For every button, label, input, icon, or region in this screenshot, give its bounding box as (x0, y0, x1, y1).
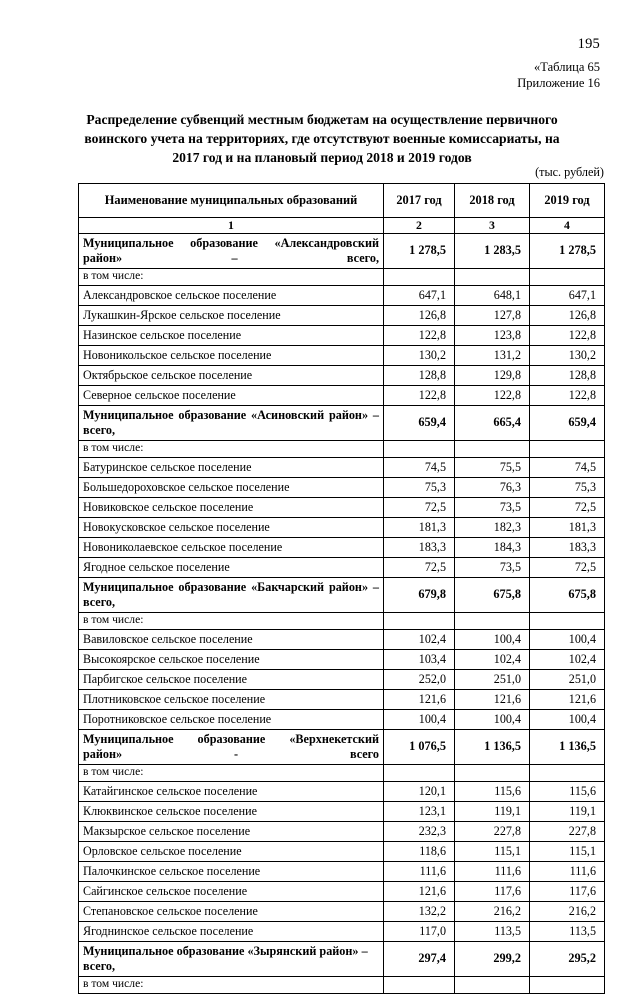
column-number-1: 1 (79, 218, 384, 234)
settlement-name: Палочкинское сельское поселение (79, 862, 384, 882)
settlement-name: Сайгинское сельское поселение (79, 882, 384, 902)
settlement-value-2017: 121,6 (384, 882, 455, 902)
settlement-value-2017: 111,6 (384, 862, 455, 882)
settlement-value-2018: 123,8 (455, 326, 530, 346)
including-blank-2018 (455, 765, 530, 782)
settlement-value-2017: 74,5 (384, 458, 455, 478)
settlement-name: Вавиловское сельское поселение (79, 630, 384, 650)
district-value-2017: 1 076,5 (384, 730, 455, 765)
district-name: Муниципальное образование «Асиновский район» – всего, (79, 406, 384, 441)
settlement-value-2019: 122,8 (530, 326, 605, 346)
settlement-value-2017: 132,2 (384, 902, 455, 922)
settlement-value-2019: 121,6 (530, 690, 605, 710)
table-header-row (79, 184, 605, 218)
table-row (79, 386, 605, 406)
settlement-value-2019: 126,8 (530, 306, 605, 326)
table-row-district-total (79, 730, 605, 765)
settlement-value-2017: 72,5 (384, 498, 455, 518)
settlement-value-2017: 647,1 (384, 286, 455, 306)
table-row (79, 346, 605, 366)
table-row (79, 650, 605, 670)
settlement-value-2017: 117,0 (384, 922, 455, 942)
settlement-value-2019: 72,5 (530, 558, 605, 578)
district-name: Муниципальное образование «Александровский район» – всего, (79, 234, 384, 269)
settlement-value-2018: 127,8 (455, 306, 530, 326)
settlement-value-2017: 126,8 (384, 306, 455, 326)
settlement-value-2018: 115,1 (455, 842, 530, 862)
settlement-value-2017: 123,1 (384, 802, 455, 822)
settlement-name: Плотниковское сельское поселение (79, 690, 384, 710)
district-value-2017: 679,8 (384, 578, 455, 613)
including-label: в том числе: (79, 269, 384, 286)
settlement-name: Батуринское сельское поселение (79, 458, 384, 478)
district-value-2017: 297,4 (384, 942, 455, 977)
settlement-value-2018: 75,5 (455, 458, 530, 478)
settlement-value-2017: 232,3 (384, 822, 455, 842)
settlement-value-2019: 100,4 (530, 710, 605, 730)
settlement-value-2019: 115,6 (530, 782, 605, 802)
including-blank-2017 (384, 441, 455, 458)
including-blank-2017 (384, 613, 455, 630)
settlement-name: Октябрьское сельское поселение (79, 366, 384, 386)
settlement-value-2019: 251,0 (530, 670, 605, 690)
table-row (79, 558, 605, 578)
settlement-value-2018: 102,4 (455, 650, 530, 670)
table-row (79, 538, 605, 558)
district-value-2018: 299,2 (455, 942, 530, 977)
settlement-name: Северное сельское поселение (79, 386, 384, 406)
header-cell-2019: 2019 год (530, 184, 605, 218)
including-label: в том числе: (79, 977, 384, 994)
settlement-value-2018: 100,4 (455, 710, 530, 730)
settlement-value-2018: 122,8 (455, 386, 530, 406)
table-row (79, 326, 605, 346)
table-row (79, 922, 605, 942)
table-row (79, 306, 605, 326)
page-number: 195 (577, 36, 600, 52)
settlement-value-2018: 121,6 (455, 690, 530, 710)
district-name: Муниципальное образование «Бакчарский район» – всего, (79, 578, 384, 613)
table-row-including (79, 441, 605, 458)
settlement-value-2017: 181,3 (384, 518, 455, 538)
settlement-value-2018: 73,5 (455, 498, 530, 518)
including-blank-2017 (384, 765, 455, 782)
document-references (517, 59, 600, 91)
table-row (79, 710, 605, 730)
district-value-2018: 665,4 (455, 406, 530, 441)
including-blank-2019 (530, 613, 605, 630)
district-value-2019: 295,2 (530, 942, 605, 977)
settlement-value-2018: 100,4 (455, 630, 530, 650)
including-blank-2018 (455, 441, 530, 458)
settlement-name: Высокоярское сельское поселение (79, 650, 384, 670)
settlement-name: Парбигское сельское поселение (79, 670, 384, 690)
settlement-name: Поротниковское сельское поселение (79, 710, 384, 730)
table-row (79, 286, 605, 306)
table-row-district-total (79, 234, 605, 269)
settlement-value-2017: 75,3 (384, 478, 455, 498)
header-cell-2018: 2018 год (455, 184, 530, 218)
including-blank-2019 (530, 441, 605, 458)
table-row (79, 670, 605, 690)
settlement-value-2019: 100,4 (530, 630, 605, 650)
table-row-including (79, 977, 605, 994)
header-cell-2017: 2017 год (384, 184, 455, 218)
settlement-value-2019: 119,1 (530, 802, 605, 822)
settlement-value-2018: 76,3 (455, 478, 530, 498)
settlement-name: Ягоднинское сельское поселение (79, 922, 384, 942)
settlement-value-2017: 103,4 (384, 650, 455, 670)
district-name: Муниципальное образование «Верхнекетский район» - всего (79, 730, 384, 765)
settlement-name: Катайгинское сельское поселение (79, 782, 384, 802)
header-cell-name: Наименование муниципальных образований (79, 184, 384, 218)
settlement-value-2018: 216,2 (455, 902, 530, 922)
column-number-row (79, 218, 605, 234)
settlement-value-2017: 128,8 (384, 366, 455, 386)
column-number-3: 3 (455, 218, 530, 234)
including-blank-2019 (530, 765, 605, 782)
district-name: Муниципальное образование «Зырянский район» – всего, (79, 942, 384, 977)
table-row (79, 458, 605, 478)
settlement-value-2018: 111,6 (455, 862, 530, 882)
settlement-value-2017: 120,1 (384, 782, 455, 802)
table-row (79, 822, 605, 842)
settlement-value-2017: 130,2 (384, 346, 455, 366)
subventions-table-wrapper (78, 183, 604, 994)
settlement-value-2017: 118,6 (384, 842, 455, 862)
settlement-name: Новокусковское сельское поселение (79, 518, 384, 538)
table-row (79, 862, 605, 882)
district-value-2018: 1 283,5 (455, 234, 530, 269)
district-value-2019: 1 136,5 (530, 730, 605, 765)
settlement-value-2019: 115,1 (530, 842, 605, 862)
including-blank-2019 (530, 269, 605, 286)
table-row-district-total (79, 942, 605, 977)
settlement-name: Клюквинское сельское поселение (79, 802, 384, 822)
settlement-name: Степановское сельское поселение (79, 902, 384, 922)
units-note: (тыс. рублей) (535, 165, 604, 179)
table-row (79, 882, 605, 902)
settlement-value-2018: 648,1 (455, 286, 530, 306)
table-row-district-total (79, 406, 605, 441)
settlement-value-2018: 251,0 (455, 670, 530, 690)
settlement-value-2017: 72,5 (384, 558, 455, 578)
settlement-value-2017: 122,8 (384, 326, 455, 346)
settlement-value-2019: 75,3 (530, 478, 605, 498)
appendix-reference: Приложение 16 (517, 76, 600, 90)
including-blank-2018 (455, 613, 530, 630)
district-value-2019: 1 278,5 (530, 234, 605, 269)
table-row (79, 690, 605, 710)
settlement-value-2019: 130,2 (530, 346, 605, 366)
table-row-district-total (79, 578, 605, 613)
settlement-name: Орловское сельское поселение (79, 842, 384, 862)
settlement-value-2019: 102,4 (530, 650, 605, 670)
settlement-name: Лукашкин-Ярское сельское поселение (79, 306, 384, 326)
subventions-table (78, 183, 605, 994)
settlement-value-2018: 119,1 (455, 802, 530, 822)
table-row (79, 630, 605, 650)
settlement-value-2017: 100,4 (384, 710, 455, 730)
table-body (79, 184, 605, 994)
settlement-value-2018: 131,2 (455, 346, 530, 366)
settlement-name: Александровское сельское поселение (79, 286, 384, 306)
district-value-2018: 675,8 (455, 578, 530, 613)
table-row-including (79, 269, 605, 286)
settlement-value-2018: 129,8 (455, 366, 530, 386)
settlement-value-2019: 74,5 (530, 458, 605, 478)
table-row (79, 518, 605, 538)
settlement-value-2019: 111,6 (530, 862, 605, 882)
table-row (79, 842, 605, 862)
table-reference: «Таблица 65 (534, 60, 600, 74)
table-row-including (79, 613, 605, 630)
table-row (79, 478, 605, 498)
settlement-value-2018: 117,6 (455, 882, 530, 902)
district-value-2019: 659,4 (530, 406, 605, 441)
table-row-including (79, 765, 605, 782)
settlement-name: Большедороховское сельское поселение (79, 478, 384, 498)
including-label: в том числе: (79, 765, 384, 782)
table-row (79, 498, 605, 518)
settlement-value-2019: 122,8 (530, 386, 605, 406)
settlement-value-2019: 227,8 (530, 822, 605, 842)
settlement-value-2018: 113,5 (455, 922, 530, 942)
settlement-value-2017: 183,3 (384, 538, 455, 558)
including-label: в том числе: (79, 441, 384, 458)
settlement-value-2017: 121,6 (384, 690, 455, 710)
settlement-value-2018: 184,3 (455, 538, 530, 558)
including-blank-2017 (384, 269, 455, 286)
including-blank-2017 (384, 977, 455, 994)
including-blank-2018 (455, 977, 530, 994)
settlement-value-2019: 647,1 (530, 286, 605, 306)
settlement-value-2017: 252,0 (384, 670, 455, 690)
table-row (79, 802, 605, 822)
district-value-2018: 1 136,5 (455, 730, 530, 765)
settlement-name: Новоникольское сельское поселение (79, 346, 384, 366)
settlement-value-2018: 182,3 (455, 518, 530, 538)
district-value-2017: 1 278,5 (384, 234, 455, 269)
page-title: Распределение субвенций местным бюджетам на осуществление первичного воинского учета на территориях, где отсутствуют военные комиссариаты, на 2017 год и на плановый период 2018 и 2019 годов (84, 112, 560, 165)
including-blank-2019 (530, 977, 605, 994)
district-value-2017: 659,4 (384, 406, 455, 441)
table-row (79, 782, 605, 802)
settlement-name: Назинское сельское поселение (79, 326, 384, 346)
settlement-value-2019: 113,5 (530, 922, 605, 942)
settlement-name: Новониколаевское сельское поселение (79, 538, 384, 558)
settlement-name: Ягодное сельское поселение (79, 558, 384, 578)
settlement-value-2017: 122,8 (384, 386, 455, 406)
settlement-value-2019: 183,3 (530, 538, 605, 558)
settlement-value-2019: 72,5 (530, 498, 605, 518)
settlement-name: Новиковское сельское поселение (79, 498, 384, 518)
settlement-value-2018: 115,6 (455, 782, 530, 802)
including-blank-2018 (455, 269, 530, 286)
settlement-name: Макзырское сельское поселение (79, 822, 384, 842)
including-label: в том числе: (79, 613, 384, 630)
settlement-value-2019: 117,6 (530, 882, 605, 902)
table-row (79, 366, 605, 386)
settlement-value-2019: 216,2 (530, 902, 605, 922)
column-number-2: 2 (384, 218, 455, 234)
settlement-value-2019: 181,3 (530, 518, 605, 538)
settlement-value-2018: 227,8 (455, 822, 530, 842)
settlement-value-2018: 73,5 (455, 558, 530, 578)
district-value-2019: 675,8 (530, 578, 605, 613)
settlement-value-2019: 128,8 (530, 366, 605, 386)
column-number-4: 4 (530, 218, 605, 234)
settlement-value-2017: 102,4 (384, 630, 455, 650)
